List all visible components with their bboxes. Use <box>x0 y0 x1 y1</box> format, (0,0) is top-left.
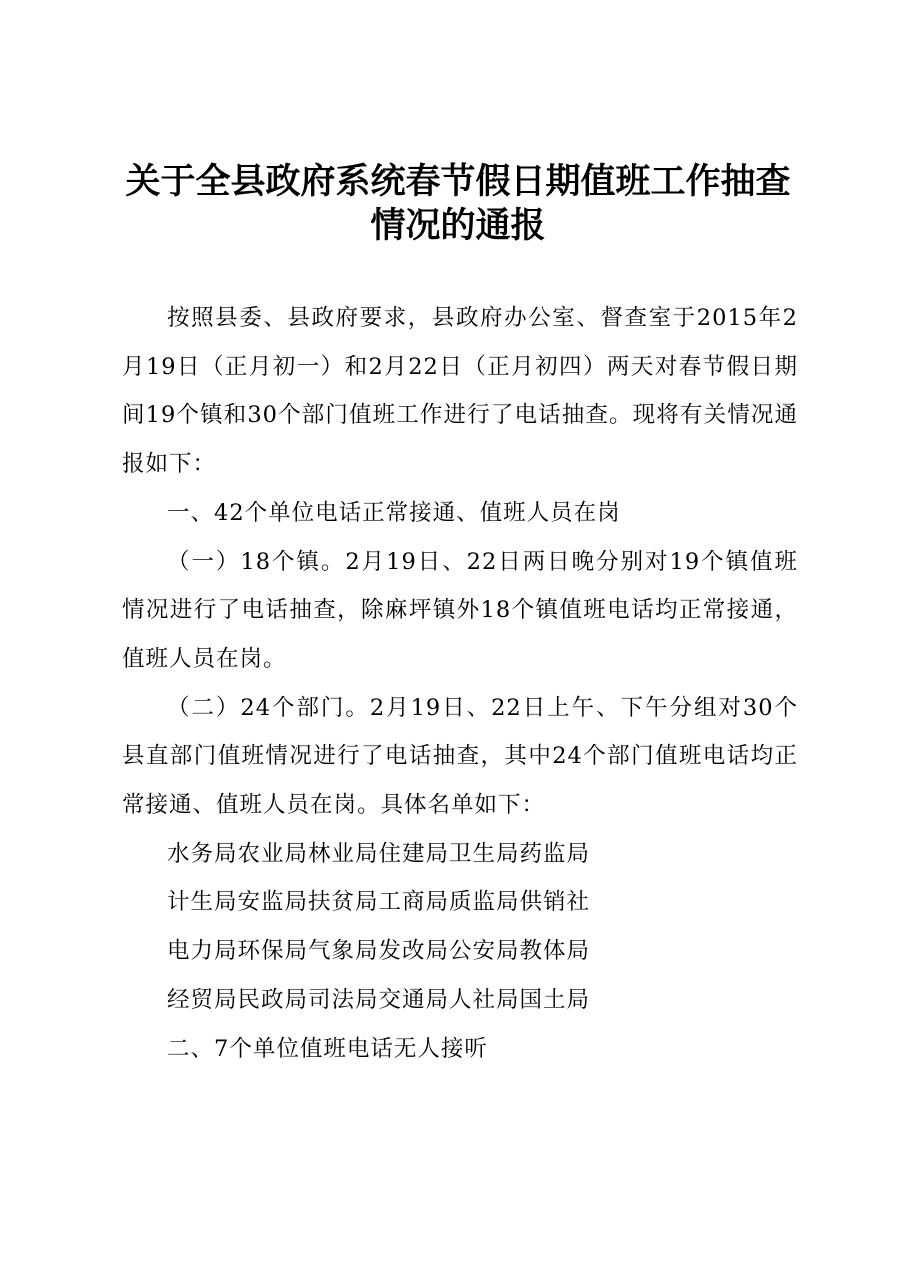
department-list-line: 水务局农业局林业局住建局卫生局药监局 <box>167 840 591 867</box>
towns-paragraph: （一）18个镇。2月19日、22日两日晚分别对19个镇值班情况进行了电话抽查，除麻坪镇外18个镇值班电话均正常接通，值班人员在岗。 <box>122 548 798 672</box>
intro-paragraph: 按照县委、县政府要求，县政府办公室、督查室于2015年2月19日（正月初一）和2月22日（正月初四）两天对春节假日期间19个镇和30个部门值班工作进行了电话抽查。现将有关情况通报如下： <box>122 305 798 478</box>
department-list-line: 计生局安监局扶贫局工商局质监局供销社 <box>167 889 591 916</box>
section-one-heading: 一、42个单位电话正常接通、值班人员在岗 <box>167 499 621 526</box>
section-two-heading: 二、7个单位值班电话无人接听 <box>167 1035 488 1062</box>
department-list-line: 电力局环保局气象局发改局公安局教体局 <box>167 938 591 965</box>
document-title: 关于全县政府系统春节假日期值班工作抽查情况的通报 <box>125 162 791 246</box>
document-body <box>122 294 798 1073</box>
department-list-line: 经贸局民政局司法局交通局人社局国土局 <box>167 986 591 1013</box>
departments-paragraph: （二）24个部门。2月19日、22日上午、下午分组对30个县直部门值班情况进行了电话抽查，其中24个部门值班电话均正常接通、值班人员在岗。具体名单如下： <box>122 694 798 819</box>
